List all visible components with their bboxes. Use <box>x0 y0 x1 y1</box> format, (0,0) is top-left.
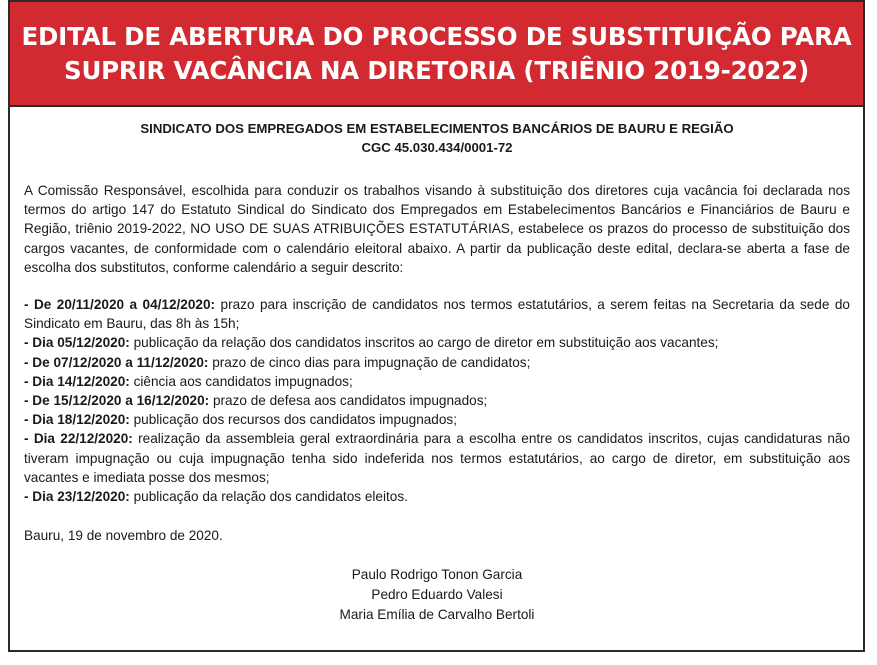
schedule-item <box>24 295 850 333</box>
title-line-2: SUPRIR VACÂNCIA NA DIRETORIA (TRIÊNIO 2019-2022) <box>64 55 809 85</box>
schedule-list <box>24 295 850 506</box>
organization-block <box>24 119 850 157</box>
schedule-item <box>24 372 850 391</box>
schedule-text: prazo de defesa aos candidatos impugnados; <box>209 393 488 409</box>
organization-name: SINDICATO DOS EMPREGADOS EM ESTABELECIMENTOS BANCÁRIOS DE BAURU E REGIÃO <box>140 121 734 136</box>
schedule-item <box>24 353 850 372</box>
schedule-item <box>24 391 850 410</box>
schedule-text: publicação da relação dos candidatos eleitos. <box>129 489 408 505</box>
signature-name: Pedro Eduardo Valesi <box>371 587 503 603</box>
schedule-text: realização da assembleia geral extraordinária para a escolha entre os candidatos inscritos, cujas candidaturas não tiveram impugnação ou cuja impugnação tenha sido indeferida nos termos estatutários, ao cargo de diretor, em substituição aos vacantes e imediata posse dos mesmos; <box>24 431 850 485</box>
schedule-text: publicação dos recursos dos candidatos impugnados; <box>129 412 458 428</box>
schedule-date: - De 07/12/2020 a 11/12/2020: <box>24 354 209 370</box>
schedule-text: ciência aos candidatos impugnados; <box>129 373 353 389</box>
schedule-date: - De 20/11/2020 a 04/12/2020: <box>24 297 216 313</box>
signature-name: Maria Emília de Carvalho Bertoli <box>339 607 535 623</box>
title-banner <box>10 2 863 107</box>
schedule-date: - Dia 23/12/2020: <box>24 489 130 505</box>
schedule-item <box>24 333 850 352</box>
schedule-item <box>24 429 850 487</box>
schedule-item <box>24 487 850 506</box>
organization-cgc: CGC 45.030.434/0001-72 <box>361 140 513 155</box>
notice-body <box>24 119 850 625</box>
schedule-date: - Dia 18/12/2020: <box>24 412 130 428</box>
schedule-date: - Dia 14/12/2020: <box>24 373 130 389</box>
notice-frame <box>8 0 865 652</box>
place-date: Bauru, 19 de novembro de 2020. <box>24 528 223 544</box>
schedule-text: publicação da relação dos candidatos inscritos ao cargo de diretor em substituição aos vacantes; <box>129 335 719 351</box>
signatures-block <box>24 565 850 625</box>
schedule-date: - Dia 22/12/2020: <box>24 431 133 447</box>
schedule-text: prazo para inscrição de candidatos nos termos estatutários, a serem feitas na Secretaria da sede do Sindicato em Bauru, das 8h às 15h; <box>24 297 850 332</box>
schedule-date: - De 15/12/2020 a 16/12/2020: <box>24 393 210 409</box>
signature-name: Paulo Rodrigo Tonon Garcia <box>351 567 523 583</box>
schedule-text: prazo de cinco dias para impugnação de candidatos; <box>208 354 531 370</box>
schedule-date: - Dia 05/12/2020: <box>24 335 130 351</box>
schedule-item <box>24 410 850 429</box>
intro-paragraph: A Comissão Responsável, escolhida para conduzir os trabalhos visando à substituição dos diretores cuja vacância foi declarada nos termos do artigo 147 do Estatuto Sindical do Sindicato dos Empregados em Estabelecimentos Bancários e Financiários de Bauru e Região, triênio 2019-2022, NO USO DE SUAS ATRIBUIÇÕES ESTATUTÁRIAS, estabelece os prazos do processo de substituição dos cargos vacantes, de conformidade com o calendário eleitoral abaixo. A partir da publicação deste edital, declara-se aberta a fase de escolha dos substitutos, conforme calendário a seguir descrito: <box>24 183 850 275</box>
title-line-1: EDITAL DE ABERTURA DO PROCESSO DE SUBSTITUIÇÃO PARA <box>21 21 852 51</box>
